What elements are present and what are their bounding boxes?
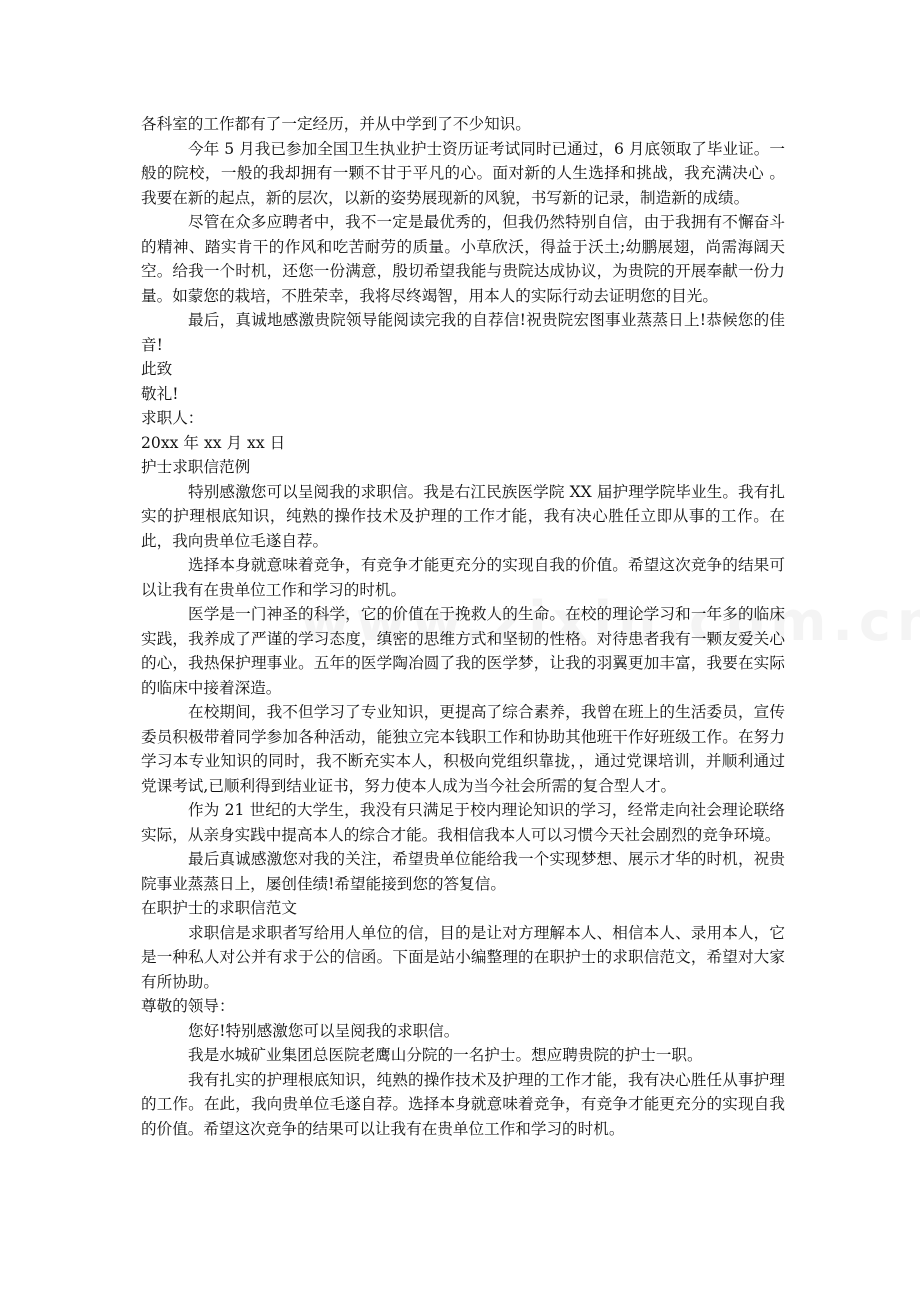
paragraph-competition: 选择本身就意味着竞争，有竞争才能更充分的实现自我的价值。希望这次竞争的结果可以让我有在贵单位工作和学习的时机。 [141,556,785,599]
paragraph-intro-continued: 各科室的工作都有了一定经历，并从中学到了不少知识。 [141,115,531,133]
salutation-jingli: 敬礼! [141,384,179,403]
paragraph-practice: 作为 21 世纪的大学生，我没有只满足于校内理论知识的学习，经常走向社会理论联络实际，从亲身实践中提高本人的综合才能。我相信我本人可以习惯今天社会剧烈的竞争环境。 [141,801,785,844]
paragraph-hello: 您好!特别感激您可以呈阅我的求职信。 [188,1021,460,1040]
paragraph-hospital: 我是水城矿业集团总医院老鹰山分院的一名护士。想应聘贵院的护士一职。 [188,1046,703,1064]
section-heading-nurse-example: 护士求职信范例 [141,458,251,476]
signature-date: 20xx 年 xx 月 xx 日 [141,433,286,452]
paragraph-medicine: 医学是一门神圣的科学，它的价值在于挽救人的生命。在校的理论学习和一年多的临床实践，我养成了严谨的学习态度，缜密的思维方式和坚韧的性格。对待患者我有一颗友爱关心的心，我热保护理事业。五年的医学陶冶圆了我的医学梦，让我的羽翼更加丰富，我要在实际的临床中接着深造。 [141,605,785,697]
paragraph-introduction: 特别感激您可以呈阅我的求职信。我是右江民族医学院 XX 届护理学院毕业生。我有扎实的护理根底知识，纯熟的操作技术及护理的工作才能，我有决心胜任立即从事的工作。在此，我向贵单位毛遂自荐。 [141,482,785,550]
paragraph-thanks: 最后真诚感激您对我的关注，希望贵单位能给我一个实现梦想、展示才华的时机，祝贵院事业蒸蒸日上，屡创佳绩!希望能接到您的答复信。 [141,850,785,893]
paragraph-closing: 最后，真诚地感激贵院领导能阅读完我的自荐信!祝贵院宏图事业蒸蒸日上!恭候您的佳音! [141,311,785,354]
paragraph-school: 在校期间，我不但学习了专业知识，更提高了综合素养，我曾在班上的生活委员，宣传委员积极带着同学参加各种活动，能独立完本钱职工作和协助其他班干作好班级工作。在努力学习本专业知识的同时，我不断充实本人，积极向党组织靠拢，，通过党课培训，并顺利通过党课考试,已顺利得到结业证书，努力使本人成为当今社会所需的复合型人才。 [141,703,785,795]
document-body [141,112,785,1141]
greeting-leader: 尊敬的领导： [141,997,235,1015]
section-heading-employed-nurse: 在职护士的求职信范文 [141,899,297,917]
paragraph-confidence: 尽管在众多应聘者中，我不一定是最优秀的，但我仍然特别自信，由于我拥有不懈奋斗的精神、踏实肯干的作风和吃苦耐劳的质量。小草欣沃，得益于沃土;幼鹏展翅，尚需海阔天空。给我一个时机，还您一份满意，殷切希望我能与贵院达成协议，为贵院的开展奉献一份力量。如蒙您的栽培，不胜荣幸，我将尽终竭智，用本人的实际行动去证明您的目光。 [141,213,785,305]
signature-applicant: 求职人： [141,409,204,427]
paragraph-definition: 求职信是求职者写给用人单位的信，目的是让对方理解本人、相信本人、录用本人，它是一种私人对公并有求于公的信函。下面是站小编整理的在职护士的求职信范文，希望对大家有所协助。 [141,923,785,991]
paragraph-skills: 我有扎实的护理根底知识，纯熟的操作技术及护理的工作才能，我有决心胜任从事护理的工作。在此，我向贵单位毛遂自荐。选择本身就意味着竞争，有竞争才能更充分的实现自我的价值。希望这次竞争的结果可以让我有在贵单位工作和学习的时机。 [141,1070,785,1138]
paragraph-exam: 今年 5 月我已参加全国卫生执业护士资历证考试同时已通过，6 月底领取了毕业证。一般的院校，一般的我却拥有一颗不甘于平凡的心。面对新的人生选择和挑战，我充满决心 。我要在新的起点，新的层次，以新的姿势展现新的风貌，书写新的记录，制造新的成绩。 [141,139,785,207]
salutation-cizhi: 此致 [141,360,173,378]
